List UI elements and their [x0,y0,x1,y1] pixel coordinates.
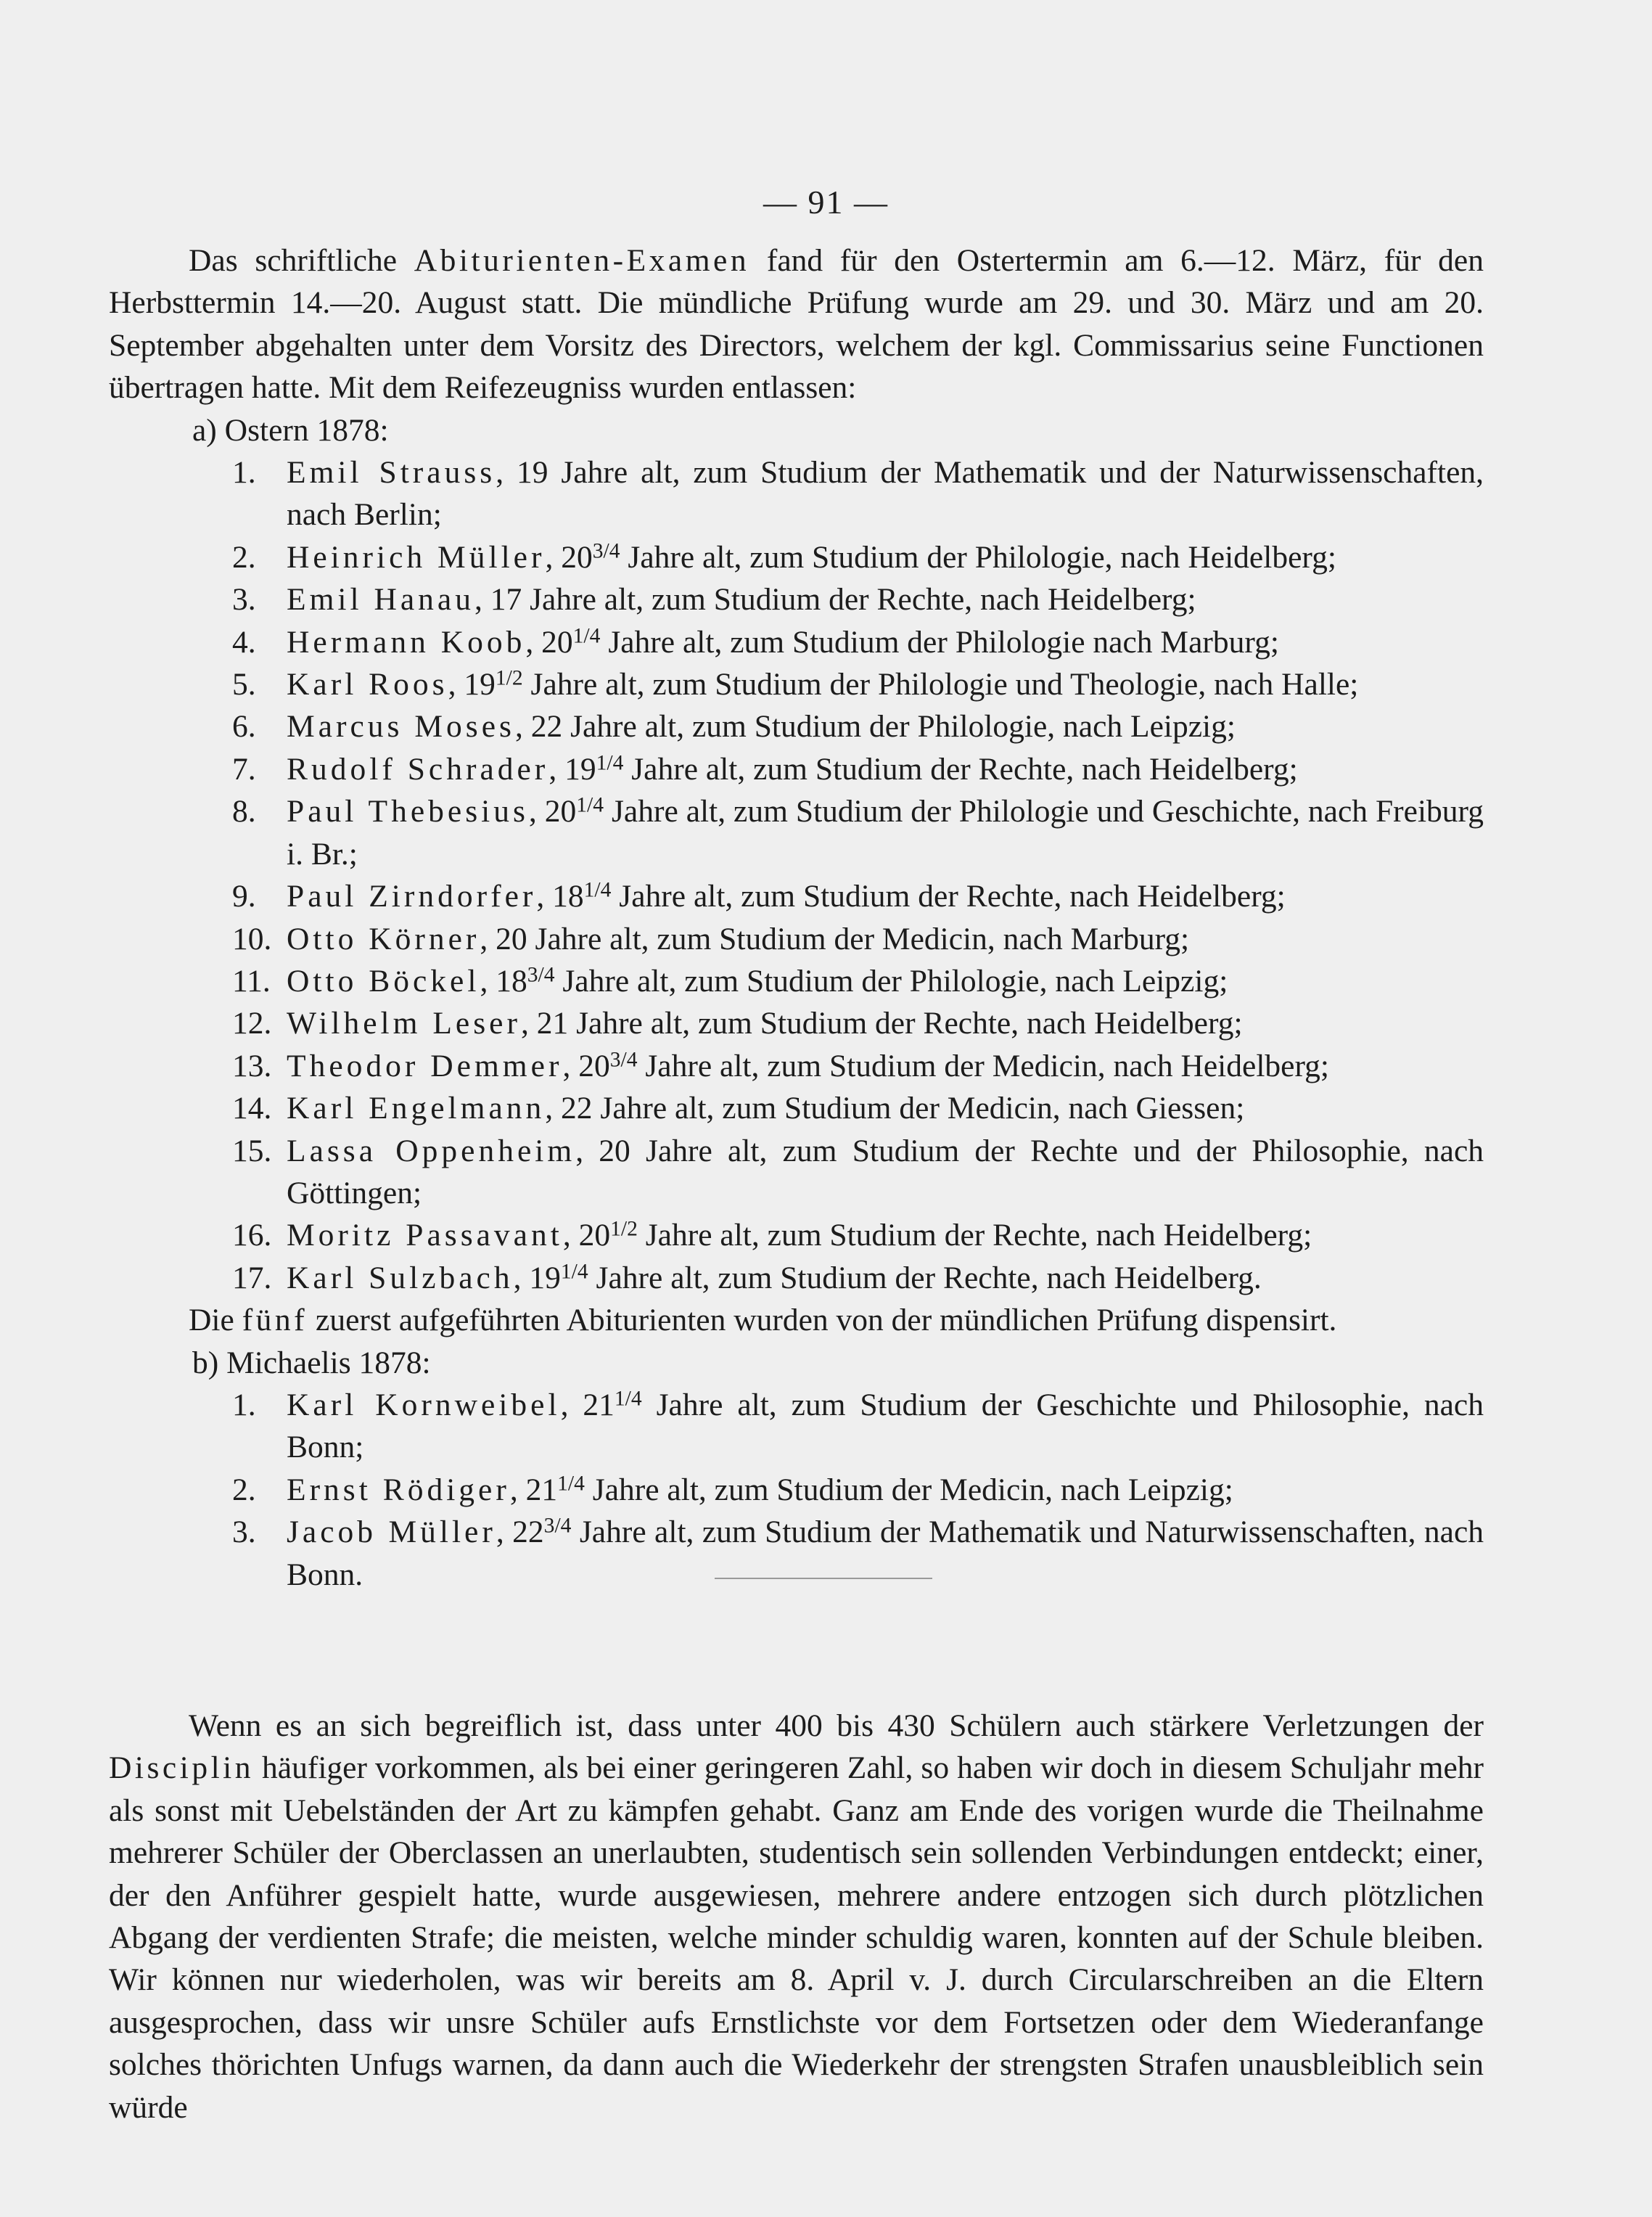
section-b-list [109,1384,1484,1596]
graduate-entry [109,451,1484,536]
graduate-entry [109,1045,1484,1087]
age-whole: 18 [496,963,527,999]
closing-text-end: häufiger vorkommen, als bei einer geringeren Zahl, so haben wir doch in diesem Schuljahr mehr als sonst mit Uebelständen der Art zu kämpfen gehabt. Ganz am Ende des vorigen wurde die Theilnahme mehrerer Schüler der Oberclassen an unerlaubten, studentisch sein sollenden Verbindungen entdeckt; einer, der den Anführer gespielt hatte, wurde ausgewiesen, mehrere andere entzogen sich durch plötzlichen Abgang der verdienten Strafe; die meisten, welche minder schuldig waren, konnten auf der Schule bleiben. Wir können nur wiederholen, was wir bereits am 8. April v. J. durch Circularschreiben an die Eltern ausgesprochen, dass wir unsre Schüler aufs Ernstlichste vor dem Fortsetzen oder dem Wiederanfange solches thörichten Unfugs warnen, da dann auch die Wiederkehr der strengsten Strafen unausbleiblich sein würde [109,1750,1484,2125]
graduate-name: Heinrich Müller [287,539,546,575]
intro-text-start: Das schriftliche [189,243,414,278]
age-prefix: , 20 [480,921,527,956]
age-whole: 22 [512,1515,544,1550]
entry-details: Jahre alt, zum Studium der Mathematik und Naturwissenschaften, nach Bonn. [287,1515,1484,1592]
entry-details: Jahre alt, zum Studium der Rechte, nach Heidelberg. [588,1260,1262,1295]
graduate-name: Lassa Oppenheim [287,1133,576,1168]
entry-details: Jahre alt, zum Studium der Rechte, nach Heidelberg; [568,1006,1243,1041]
age-prefix: , [560,1387,583,1422]
discipline-paragraph [109,1705,1484,2128]
age-prefix: , [562,1218,579,1253]
graduate-name: Paul Zirndorfer [287,879,537,914]
graduate-entry [109,663,1484,705]
age-whole: 20 [561,539,593,575]
entry-number: 14. [232,1091,272,1126]
entry-number: 13. [232,1048,272,1083]
entry-details: Jahre alt, zum Studium der Philologie, nach Leipzig; [562,709,1236,745]
age-whole: 21 [525,1472,558,1507]
age-prefix: , 20 [575,1133,630,1168]
age-prefix: , [536,879,553,914]
section-spacer [109,1596,1484,1705]
entry-details: Jahre alt, zum Studium der Philologie und Geschichte, nach Freiburg i. Br.; [287,794,1484,872]
entry-number: 4. [232,624,256,660]
entry-details: Jahre alt, zum Studium der Rechte, nach Heidelberg; [637,1218,1312,1253]
entry-number: 10. [232,921,272,956]
graduate-name: Theodor Demmer [287,1048,563,1083]
age-fraction: 1/4 [557,1472,585,1496]
graduate-entry [109,536,1484,578]
graduate-entry [109,1384,1484,1469]
entry-details: Jahre alt, zum Studium der Medicin, nach Giessen; [592,1091,1245,1126]
graduate-entry [109,705,1484,747]
age-whole: 19 [564,751,596,787]
age-whole: 20 [578,1218,611,1253]
note-text-end: zuerst aufgeführten Abiturienten wurden von der mündlichen Prüfung dispensirt. [308,1303,1337,1338]
graduate-name: Karl Sulzbach [287,1260,514,1295]
age-prefix: , [509,1472,526,1507]
graduate-entry [109,918,1484,960]
graduate-name: Jacob Müller [287,1515,496,1550]
age-prefix: , 19 [496,455,548,491]
graduate-entry [109,1002,1484,1044]
page-body [109,239,1484,2128]
age-prefix: , [548,751,565,787]
graduate-entry [109,1511,1484,1596]
entry-number: 16. [232,1218,272,1253]
closing-emphasis: Disciplin [109,1750,254,1786]
age-prefix: , 22 [514,709,563,745]
graduate-entry [109,790,1484,875]
age-fraction: 3/4 [543,1514,572,1538]
entry-details: Jahre alt, zum Studium der Medicin, nach Heidelberg; [637,1048,1330,1083]
age-fraction: 3/4 [592,539,620,563]
entry-details: Jahre alt, zum Studium der Rechte und der Philosophie, nach Göttingen; [287,1133,1484,1210]
section-divider [715,1578,932,1579]
age-whole: 20 [544,794,577,829]
entry-details: Jahre alt, zum Studium der Rechte, nach Heidelberg; [522,582,1196,618]
age-whole: 20 [541,624,573,660]
entry-number: 5. [232,667,256,702]
graduate-name: Karl Kornweibel [287,1387,561,1422]
entry-details: Jahre alt, zum Studium der Mathematik und der Naturwissenschaften, nach Berlin; [287,455,1484,533]
age-fraction: 3/4 [609,1048,638,1072]
age-fraction: 1/4 [560,1260,588,1284]
graduate-name: Karl Roos [287,667,448,702]
age-prefix: , [448,667,464,702]
graduate-entry [109,1087,1484,1129]
page-number: — 91 — [763,184,889,221]
age-fraction: 3/4 [527,963,555,987]
entry-number: 8. [232,794,256,829]
graduate-name: Karl Engelmann [287,1091,546,1126]
graduate-entry [109,1469,1484,1511]
age-whole: 21 [583,1387,615,1422]
age-prefix: , [562,1048,579,1083]
age-prefix: , [528,794,545,829]
entry-number: 7. [232,751,256,787]
entry-number: 3. [232,1515,256,1550]
entry-details: Jahre alt, zum Studium der Geschichte und Philosophie, nach Bonn; [287,1387,1484,1465]
age-prefix: , [513,1260,530,1295]
entry-details: Jahre alt, zum Studium der Philologie, nach Leipzig; [554,963,1228,999]
graduate-entry [109,1130,1484,1215]
graduate-entry [109,1214,1484,1256]
graduate-name: Otto Körner [287,921,480,956]
age-fraction: 1/4 [583,878,612,902]
age-prefix: , [480,963,496,999]
entry-details: Jahre alt, zum Studium der Rechte, nach Heidelberg; [623,751,1298,787]
entry-number: 2. [232,1472,256,1507]
note-emphasis: fünf [242,1303,308,1338]
age-prefix: , 22 [545,1091,593,1126]
age-prefix: , 21 [520,1006,569,1041]
age-prefix: , [545,539,562,575]
entry-number: 6. [232,709,256,745]
graduate-entry [109,875,1484,917]
age-whole: 18 [552,879,584,914]
graduate-name: Otto Böckel [287,963,480,999]
age-fraction: 1/2 [495,666,523,690]
section-b-label: b) Michaelis 1878: [192,1345,431,1380]
entry-number: 1. [232,1387,256,1422]
intro-paragraph [109,239,1484,409]
entry-number: 9. [232,879,256,914]
graduate-name: Ernst Rödiger [287,1472,510,1507]
entry-details: Jahre alt, zum Studium der Philologie, nach Heidelberg; [620,539,1336,575]
entry-number: 2. [232,539,256,575]
dispensation-note [109,1299,1484,1341]
graduate-entry [109,621,1484,663]
graduate-entry [109,960,1484,1002]
graduate-name: Marcus Moses [287,709,515,745]
graduate-name: Emil Strauss [287,455,496,491]
intro-emphasis: Abiturienten-Examen [414,243,750,278]
age-prefix: , 17 [474,582,522,618]
closing-text-start: Wenn es an sich begreiflich ist, dass unter 400 bis 430 Schülern auch stärkere Verletzungen der [189,1708,1484,1743]
entry-number: 12. [232,1006,272,1041]
graduate-entry [109,748,1484,790]
entry-number: 15. [232,1133,272,1168]
graduate-name: Moritz Passavant [287,1218,563,1253]
entry-details: Jahre alt, zum Studium der Rechte, nach Heidelberg; [611,879,1286,914]
age-fraction: 1/4 [614,1387,642,1411]
graduate-name: Paul Thebesius [287,794,529,829]
section-a-list [109,451,1484,1299]
entry-details: Jahre alt, zum Studium der Medicin, nach Leipzig; [584,1472,1233,1507]
intro-text-end: fand für den Ostertermin am 6.—12. März, für den Herbsttermin 14.—20. August statt. Die mündliche Prüfung wurde am 29. und 30. März und am 20. September abgehalten unter dem Vorsitz des Directors, welchem der kgl. Commissarius seine Functionen übertragen hatte. Mit dem Reifezeugniss wurden entlassen: [109,243,1484,406]
entry-details: Jahre alt, zum Studium der Philologie und Theologie, nach Halle; [522,667,1359,702]
age-fraction: 1/2 [610,1218,638,1242]
entry-details: Jahre alt, zum Studium der Philologie nach Marburg; [600,624,1279,660]
age-whole: 20 [578,1048,610,1083]
section-a-label: a) Ostern 1878: [192,412,389,448]
graduate-name: Hermann Koob [287,624,526,660]
entry-number: 1. [232,455,256,491]
graduate-name: Wilhelm Leser [287,1006,521,1041]
graduate-name: Rudolf Schrader [287,751,549,787]
age-fraction: 1/4 [576,793,604,817]
age-whole: 19 [529,1260,561,1295]
entry-number: 3. [232,582,256,618]
entry-details: Jahre alt, zum Studium der Medicin, nach Marburg; [527,921,1190,956]
age-whole: 19 [464,667,496,702]
age-prefix: , [525,624,542,660]
note-text-start: Die [189,1303,242,1338]
graduate-entry [109,1257,1484,1299]
graduate-entry [109,578,1484,620]
entry-number: 17. [232,1260,272,1295]
age-fraction: 1/4 [572,624,601,648]
age-prefix: , [496,1515,513,1550]
graduate-name: Emil Hanau [287,582,474,618]
age-fraction: 1/4 [596,751,624,775]
entry-number: 11. [232,963,271,999]
